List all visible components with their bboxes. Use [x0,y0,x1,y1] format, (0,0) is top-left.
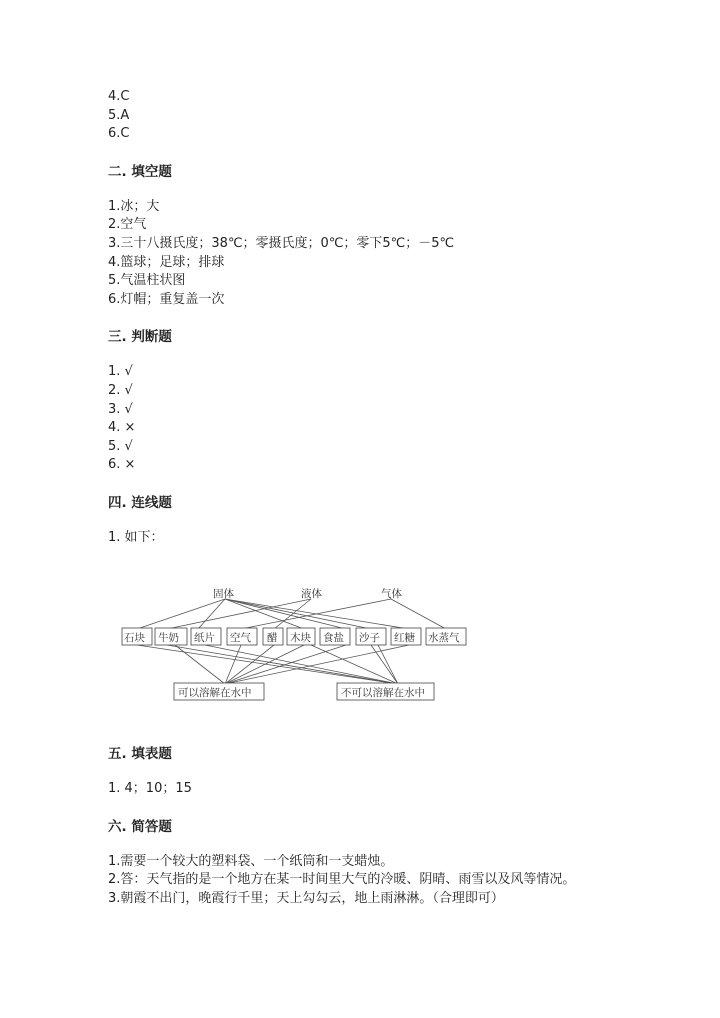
section-3-heading: 三. 判断题 [108,329,172,346]
item-paper: 纸片 [194,632,215,644]
answer-line: 2.空气 [108,217,147,233]
answer-line: 1. 4；10；15 [108,781,192,796]
item-stone: 石块 [124,632,145,644]
answer-line: 2.答：天气指的是一个地方在某一时间里大气的冷暖、阴晴、雨雪以及风等情况。 [108,872,576,888]
section-3-answers [108,363,628,475]
answer-line: 6.灯帽；重复盖一次 [108,291,225,307]
top-label-liquid: 液体 [301,588,322,600]
answer-line: 4.篮球；足球；排球 [108,254,225,270]
answer-line: 6. × [108,457,136,473]
answer-line: 5.气温柱状图 [108,273,186,289]
item-brown-sugar: 红糖 [394,632,415,644]
section-6-heading: 六. 简答题 [108,818,172,835]
item-salt: 食盐 [323,632,344,644]
matching-diagram [115,575,475,710]
answer-line: 5.A [108,107,130,123]
answer-line: 6.C [108,126,130,142]
answer-line: 4. × [108,420,136,436]
answer-line: 1.冰；大 [108,198,160,214]
answer-line: 2. √ [108,382,133,398]
top-label-solid: 固体 [213,588,234,600]
item-sand: 沙子 [359,632,380,644]
section-5-heading: 五. 填表题 [108,746,172,762]
top-label-gas: 气体 [381,588,402,600]
item-milk: 牛奶 [158,632,179,644]
answer-document [108,88,628,548]
answer-document-lower [108,745,628,908]
item-vinegar: 醋 [267,632,278,644]
answer-line: 3. √ [108,401,133,417]
item-wood: 木块 [290,632,311,644]
answer-line: 5. √ [108,438,133,454]
section-6-answers [108,853,628,909]
section-2-answers [108,198,628,310]
answer-line: 3.朝霞不出门，晚霞行千里；天上勾勾云，地上雨淋淋。（合理即可） [108,890,504,906]
bottom-label-insoluble: 不可以溶解在水中 [341,687,425,699]
item-water-vapor: 水蒸气 [428,632,460,644]
answer-line: 1. √ [108,364,133,380]
answer-line: 4.C [108,89,130,104]
section-2-heading: 二. 填空题 [108,163,172,180]
answer-line: 3.三十八摄氏度；38℃；零摄氏度；0℃；零下5℃；－5℃ [108,235,455,251]
answer-line: 1.需要一个较大的塑料袋、一个纸筒和一支蜡烛。 [108,853,394,869]
bottom-label-soluble: 可以溶解在水中 [178,687,252,699]
answer-line: 1. 如下： [108,529,164,545]
section-4-heading: 四. 连线题 [108,494,172,511]
item-air: 空气 [230,632,251,644]
section-1-answers [108,88,628,144]
